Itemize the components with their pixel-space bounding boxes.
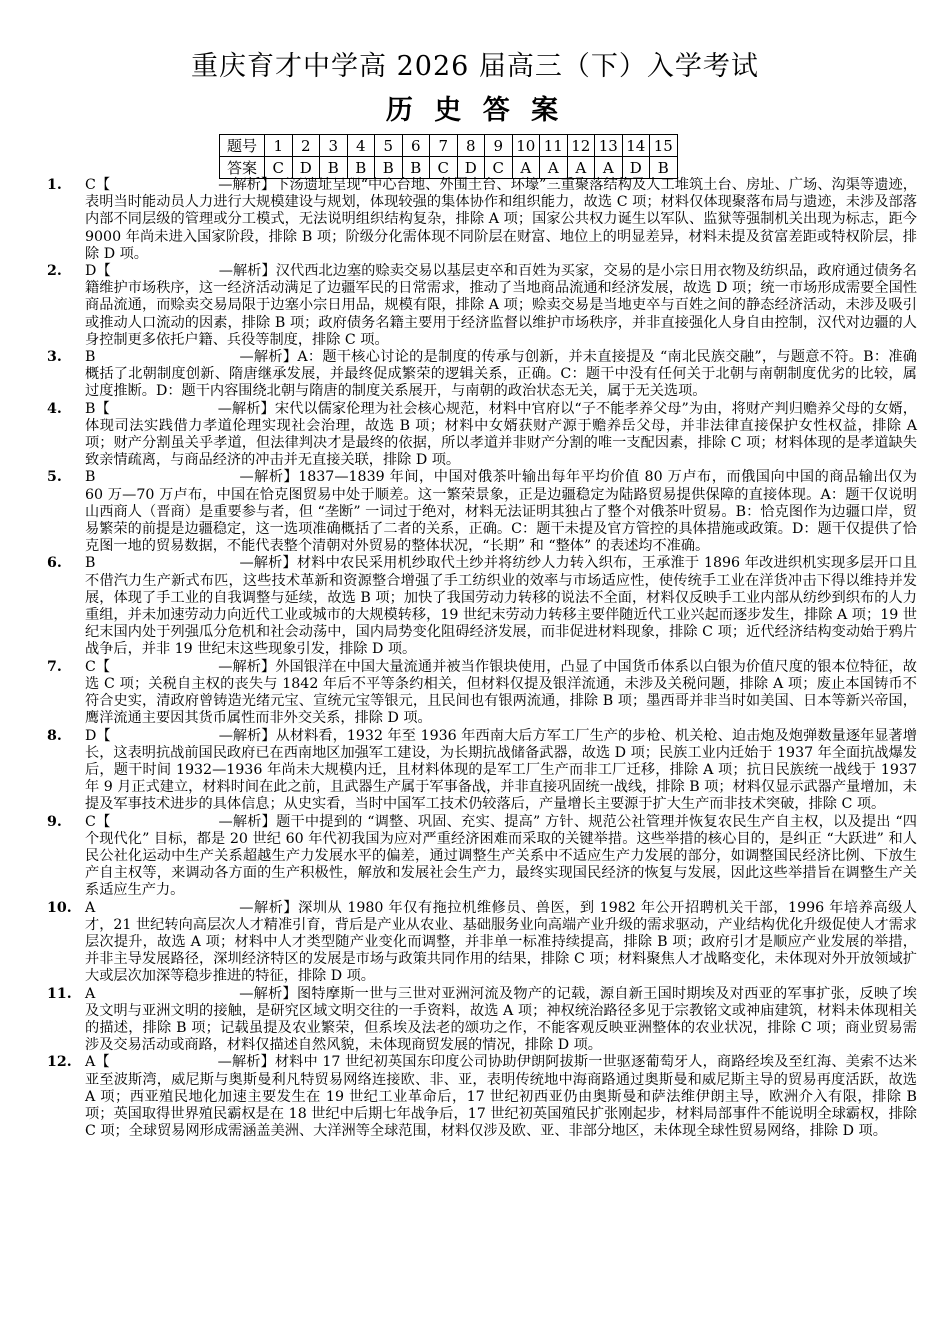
item-answer: C【 (85, 177, 111, 193)
item-text: —解析】深圳从 1980 年仅有拖拉机维修员、兽医，到 1982 年公开招聘机关干部，1996 年培养高级人才，21 世纪转向高层次人才精准引育，背后是产业从农业、基础服务业向高端产业升级的需求驱动，产业结构优化升级促使人才需求层次提升，故选 A 项；材料中人才类型随产业变化而调整，并非单一标准持续提高，排除 B 项；政府引才是顺应产业发展的举措，并非主导发展路径，深圳经济特区的发展是市场与政策共同作用的结果，排除 C 项；材料聚焦人才战略变化，未体现对外开放领域扩大或层次加深等稳步推进的特征，排除 D 项。 (85, 899, 917, 985)
page-title: 重庆育才中学高 2026 届高三（下）入学考试 (191, 51, 759, 82)
item-number: 2. (47, 263, 62, 280)
question-number: 6 (402, 135, 430, 157)
question-number: 4 (347, 135, 375, 157)
item-text: —解析】外国银洋在中国大量流通并被当作银块使用，凸显了中国货币体系以白银为价值尺度的银本位特征，故选 C 项；关税自主权的丧失与 1842 年后不平等条约相关，但材料仅提及银洋流通，未涉及关税问题，排除 A 项；废止本国铸币不符合史实，清政府曾铸造光绪元宝、宣统元宝等银元，且民间也有银两流通，排除 B 项；墨西哥并非当时如美国、日本等新兴帝国，鹰洋流通主要因其货币属性而非外交关系，排除 D 项。 (85, 658, 917, 727)
answer-cell: A (595, 157, 623, 179)
item-text: —解析】图特摩斯一世与三世对亚洲河流及物产的记载，源自新王国时期埃及对西亚的军事扩张，反映了埃及文明与亚洲文明的接触，是研究区域文明交往的一手资料，故选 A 项；神权统治路径多见于宗教铭文或神庙建筑，材料未体现相关的描述，排除 B 项；记载虽提及农业繁荣，但系埃及法老的颂功之作，不能客观反映亚洲整体的农业状况，排除 C 项；商业贸易需涉及交易活动或商路，材料仅描述自然风貌，未体现商贸发展的情况，排除 D 项。 (85, 985, 917, 1054)
explanation-item (47, 469, 917, 555)
answer-cell: B (402, 157, 430, 179)
item-number: 10. (47, 899, 72, 916)
row-label-answer: 答案 (220, 157, 265, 179)
answer-cell: D (457, 157, 485, 179)
item-number: 12. (47, 1054, 72, 1071)
answer-cell: D (292, 157, 320, 179)
item-answer: A (85, 899, 96, 916)
item-answer: A (85, 985, 96, 1002)
question-number: 9 (485, 135, 513, 157)
item-number: 3. (47, 349, 62, 366)
explanation-item (47, 401, 917, 470)
explanation-item (47, 349, 917, 401)
item-answer: C【 (85, 658, 111, 675)
explanation-item (47, 986, 917, 1055)
question-number: 12 (567, 135, 595, 157)
item-answer: A【 (85, 1054, 110, 1071)
answer-cell: B (375, 157, 403, 179)
item-answer: D【 (85, 727, 111, 744)
explanation-item (47, 263, 917, 349)
explanation-item (47, 728, 917, 814)
row-label-question: 题号 (220, 135, 265, 157)
question-number-row (220, 135, 678, 157)
question-number: 3 (320, 135, 348, 157)
item-text: —解析】汉代西北边塞的赊卖交易以基层吏卒和百姓为买家，交易的是小宗日用衣物及纺织品，政府通过债务名籍维护市场秩序，这一经济活动满足了边疆军民的日常需求，推动了当地商品流通和经济发展，故选 D 项；统一市场形成需要全国性商品流通，而赊卖交易局限于边塞小宗日用品，规模有限，排除 A 项；赊卖交易是当地吏卒与百姓之间的静态经济活动，未涉及吸引或推动人口流动的因素，排除 B 项；政府债务名籍主要用于经济监督以维护市场秩序，并非直接强化人身自由控制，汉代对边疆的人身控制更多依托户籍、兵役等制度，排除 C 项。 (85, 263, 917, 348)
item-text: —解析】1837—1839 年间，中国对俄茶叶输出每年平均价值 80 万卢布，而俄国向中国的商品输出仅为 60 万—70 万卢布，中国在恰克图贸易中处于顺差。这一繁荣景象，正是边疆稳定为陆路贸易提供保障的直接体现。A：题干仅说明山西商人（晋商）是重要参与者，但 “垄断” 一词过于绝对，材料无法证明其独占了整个对俄茶叶贸易。B：恰克图作为边疆口岸，贸易繁荣的前提是边疆稳定，这一选项准确概括了二者的关系，正确。C：题干未提及官方管控的具体措施或政策。D：题干仅提供了恰克图一地的贸易数据，不能代表整个清朝对外贸易的整体状况，“长期” 和 “整体” 的表述均不准确。 (85, 469, 917, 555)
item-number: 5. (47, 469, 62, 486)
item-number: 8. (47, 727, 62, 744)
explanation-list (47, 177, 917, 1140)
answer-cell: D (622, 157, 650, 179)
question-number: 1 (265, 135, 293, 157)
explanation-item (47, 900, 917, 986)
answer-cell: B (347, 157, 375, 179)
answer-cell: C (265, 157, 293, 179)
item-answer: B (85, 469, 96, 486)
item-answer: B【 (85, 400, 110, 417)
answer-cell: C (485, 157, 513, 179)
explanation-item (47, 814, 917, 900)
item-answer: D【 (85, 263, 111, 280)
item-number: 9. (47, 813, 62, 830)
item-number: 4. (47, 400, 62, 417)
explanation-item (47, 659, 917, 728)
answer-row (220, 157, 678, 179)
explanation-item (47, 177, 917, 263)
question-number: 11 (540, 135, 568, 157)
page-subtitle: 历 史 答 案 (385, 95, 565, 126)
question-number: 13 (595, 135, 623, 157)
answer-cell: A (540, 157, 568, 179)
item-text: —解析】题干中提到的 “调整、巩固、充实、提高” 方针、规范公社管理并恢复农民生产自主权，以及提出 “四个现代化” 目标，都是 20 世纪 60 年代初我国为应对严重经济困难而采取的关键举措。这些举措的核心目的，是纠正 “大跃进” 和人民公社化运动中生产关系超越生产力发展水平的偏差，通过调整生产关系中不适应生产力发展的部分，如调整国民经济比例、下放生产自主权等，来调动各方面的生产积极性，解放和发展社会生产力，最终实现国民经济的恢复与发展，因此这些举措旨在调整生产关系适应生产力。 (85, 813, 917, 899)
item-number: 11. (47, 985, 72, 1002)
question-number: 7 (430, 135, 458, 157)
question-number: 15 (650, 135, 678, 157)
answer-cell: C (430, 157, 458, 179)
item-text: —解析】材料中农民采用机纱取代土纱并将纺纱人力转入织布，王承淮于 1896 年改进织机实现多层开口且不借汽力生产新式布匹，这些技术革新和资源整合增强了手工纺织业的效率与市场适应性，使传统手工业在洋货冲击下得以维持并发展，体现了手工业的自我调整与延续，故选 B 项；加快了我国劳动力转移的说法不全面，材料仅反映手工业内部从纺纱到织布的人力重组，并未加速劳动力向近代工业或城市的大规模转移，19 世纪末劳动力转移主要伴随近代工业兴起而逐步发生，排除 A 项；19 世纪末国内处于列强瓜分危机和社会动荡中，国内局势变化阻碍经济发展，而非促进材料现象，排除 C 项；近代经济结构变动始于鸦片战争后，并非 19 世纪末这些现象引发，排除 D 项。 (85, 555, 917, 658)
question-number: 10 (512, 135, 540, 157)
item-text: —解析】从材料看，1932 年至 1936 年西南大后方军工厂生产的步枪、机关枪、迫击炮及炮弹数量逐年显著增长，这表明抗战前国民政府已在西南地区加强军工建设，为长期抗战储备武器，故选 D 项；民族工业内迁始于 1937 年全面抗战爆发后，题干时间 1932—1936 年尚未大规模内迁，且材料体现的是军工厂生产而非工厂迁移，排除 A 项；抗日民族统一战线于 1937 年 9 月正式建立，材料时间在此之前，且武器生产属于军事备战，并非直接巩固统一战线，排除 B 项；材料仅显示武器产量增加，未提及军事技术进步的具体信息；从史实看，当时中国军工技术仍较落后，产量增长主要源于扩大生产而非技术突破，排除 C 项。 (85, 727, 917, 813)
explanation-item (47, 555, 917, 658)
item-text: —解析】宋代以儒家伦理为社会核心规范，材料中官府以“子不能孝养父母”为由，将财产判归赡养父母的女婿，体现司法实践借力孝道伦理实现社会治理，故选 B 项；材料中女婿获财产源于赡养岳父母，并非法律直接保护女性权益，排除 A 项；财产分割虽关乎孝道，但法律判决才是最终的依据，所以孝道并非财产分割的唯一支配因素，排除 C 项；材料体现的是孝道缺失致亲情疏离，与商品经济的冲击并无直接关联，排除 D 项。 (85, 400, 917, 469)
item-answer: B (85, 555, 96, 572)
answer-cell: B (650, 157, 678, 179)
question-number: 5 (375, 135, 403, 157)
answer-cell: B (320, 157, 348, 179)
item-answer: C【 (85, 813, 111, 830)
explanation-item (47, 1054, 917, 1140)
answer-cell: A (567, 157, 595, 179)
item-number: 6. (47, 555, 62, 572)
question-number: 14 (622, 135, 650, 157)
item-number: 7. (47, 658, 62, 675)
item-text: —解析】下汤遗址呈现“中心台地、外围土台、环壕”三重聚落结构及人工堆筑土台、房址、广场、沟渠等遗迹，表明当时能动员人力进行大规模建设与规划，体现较强的集体协作和组织能力，故选 C 项；材料仅体现聚落布局与遗迹，未涉及部落内部不同层级的管理或分工模式，无法说明组织结构复杂，排除 A 项；国家公共权力诞生以军队、监狱等强制机关出现为标志，距今 9000 年尚未进入国家阶段，排除 B 项；阶级分化需体现不同阶层在财富、地位上的明显差异，材料未提及贫富差距或特权阶层，排除 D 项。 (85, 177, 917, 262)
answer-table (219, 134, 678, 179)
answer-cell: A (512, 157, 540, 179)
question-number: 8 (457, 135, 485, 157)
item-number: 1. (47, 177, 62, 193)
question-number: 2 (292, 135, 320, 157)
item-answer: B (85, 349, 96, 366)
item-text: —解析】材料中 17 世纪初英国东印度公司协助伊朗阿拔斯一世驱逐葡萄牙人，商路经埃及至红海、美索不达米亚至波斯湾，威尼斯与奥斯曼利凡特贸易网络连接欧、非、亚，表明传统地中海商路通过奥斯曼和威尼斯主导的贸易再度活跃，故选 A 项；西亚殖民地化加速主要发生在 19 世纪工业革命后，17 世纪初西亚仍由奥斯曼和萨法维伊朗主导，欧洲介入有限，排除 B 项；英国取得世界殖民霸权是在 18 世纪中后期七年战争后，17 世纪初英国殖民扩张刚起步，材料局部事件不能说明全球霸权，排除 C 项；全球贸易网形成需涵盖美洲、大洋洲等全球范围，材料仅涉及欧、亚、非部分地区，未体现全球性贸易网络，排除 D 项。 (85, 1054, 918, 1140)
item-text: —解析】A：题干核心讨论的是制度的传承与创新，并未直接提及 “南北民族交融”，与题意不符。B：准确概括了北朝制度创新、隋唐继承发展，并最终促成繁荣的逻辑关系，正确。C：题干中没有任何关于北朝与南朝制度优劣的比较，属过度推断。D：题干内容围绕北朝与隋唐的制度关系展开，与南朝的政治状态无关，属于无关选项。 (85, 349, 917, 400)
